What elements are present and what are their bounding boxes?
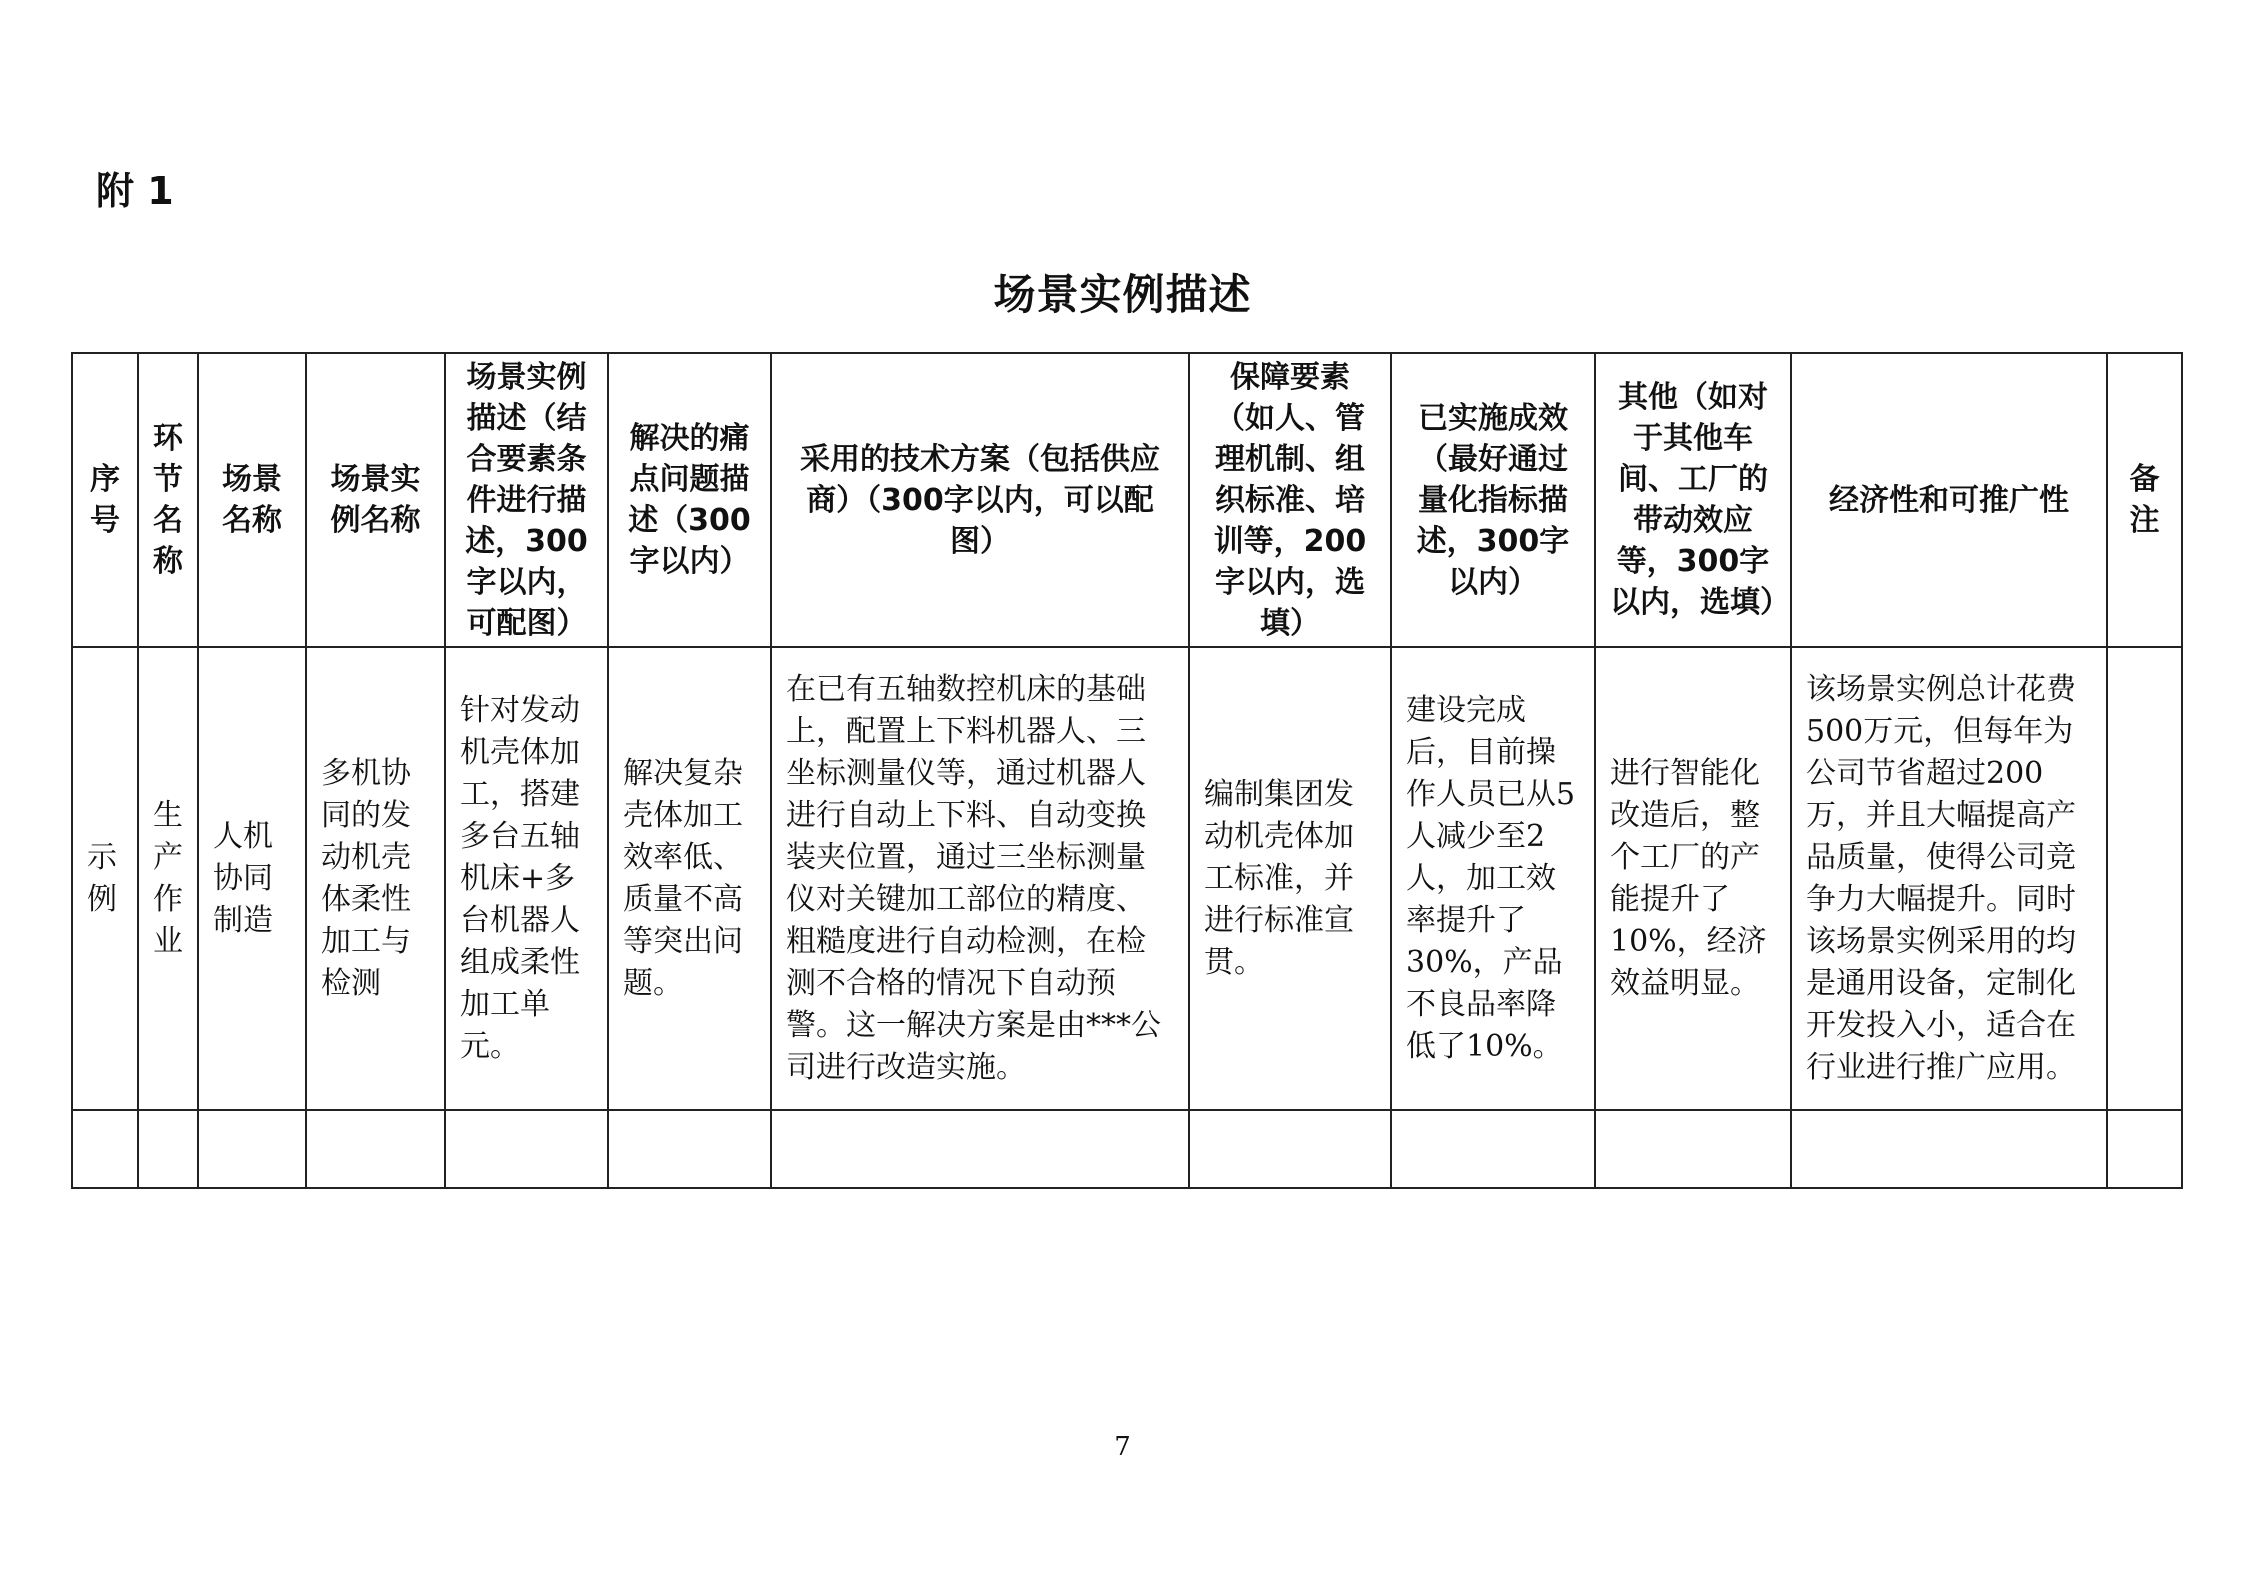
- cell-support-factors: 编制集团发动机壳体加工标准，并进行标准宣贯。: [1189, 647, 1391, 1110]
- header-technical-solution: 采用的技术方案（包括供应商）（300字以内，可以配图）: [771, 353, 1189, 647]
- header-scene-instance-description: 场景实例描述（结合要素条件进行描述，300字以内，可配图）: [445, 353, 608, 647]
- cell-scene-name: 人机协同制造: [198, 647, 306, 1110]
- empty-cell: [445, 1110, 608, 1188]
- header-implementation-results: 已实施成效（最好通过量化指标描述，300字以内）: [1391, 353, 1595, 647]
- empty-cell: [138, 1110, 198, 1188]
- empty-cell: [1791, 1110, 2107, 1188]
- header-support-factors: 保障要素（如人、管理机制、组织标准、培训等，200字以内，选填）: [1189, 353, 1391, 647]
- empty-cell: [1391, 1110, 1595, 1188]
- header-other-effects: 其他（如对于其他车间、工厂的带动效应等，300字以内，选填）: [1595, 353, 1791, 647]
- empty-cell: [1189, 1110, 1391, 1188]
- table-row-empty: [72, 1110, 2182, 1188]
- header-stage-name: 环节名称: [138, 353, 198, 647]
- header-remarks: 备注: [2107, 353, 2182, 647]
- header-serial-number: 序号: [72, 353, 138, 647]
- cell-serial-number: 示例: [72, 647, 138, 1110]
- empty-cell: [198, 1110, 306, 1188]
- empty-cell: [306, 1110, 445, 1188]
- cell-remarks: [2107, 647, 2182, 1110]
- header-economics-promotion: 经济性和可推广性: [1791, 353, 2107, 647]
- cell-pain-point-description: 解决复杂壳体加工效率低、质量不高等突出问题。: [608, 647, 771, 1110]
- table-header-row: [72, 353, 2182, 647]
- page-number: 7: [1114, 1432, 1131, 1462]
- empty-cell: [771, 1110, 1189, 1188]
- cell-scene-instance-name: 多机协同的发动机壳体柔性加工与检测: [306, 647, 445, 1110]
- header-pain-point-description: 解决的痛点问题描述（300字以内）: [608, 353, 771, 647]
- cell-stage-name: 生产作业: [138, 647, 198, 1110]
- table-row-example: [72, 647, 2182, 1110]
- header-scene-name: 场景名称: [198, 353, 306, 647]
- cell-implementation-results: 建设完成后，目前操作人员已从5人减少至2人，加工效率提升了30%，产品不良品率降低了10%。: [1391, 647, 1595, 1110]
- header-scene-instance-name: 场景实例名称: [306, 353, 445, 647]
- cell-other-effects: 进行智能化改造后，整个工厂的产能提升了10%，经济效益明显。: [1595, 647, 1791, 1110]
- empty-cell: [608, 1110, 771, 1188]
- scene-description-table: [71, 352, 2183, 1189]
- empty-cell: [2107, 1110, 2182, 1188]
- empty-cell: [1595, 1110, 1791, 1188]
- document-title: 场景实例描述: [993, 270, 1252, 319]
- attachment-label: 附 1: [96, 169, 174, 213]
- cell-scene-instance-description: 针对发动机壳体加工，搭建多台五轴机床+多台机器人组成柔性加工单元。: [445, 647, 608, 1110]
- cell-economics-promotion: 该场景实例总计花费500万元，但每年为公司节省超过200万，并且大幅提高产品质量，使得公司竞争力大幅提升。同时该场景实例采用的均是通用设备，定制化开发投入小，适合在行业进行推广应用。: [1791, 647, 2107, 1110]
- cell-technical-solution: 在已有五轴数控机床的基础上，配置上下料机器人、三坐标测量仪等，通过机器人进行自动上下料、自动变换装夹位置，通过三坐标测量仪对关键加工部位的精度、粗糙度进行自动检测，在检测不合格的情况下自动预警。这一解决方案是由***公司进行改造实施。: [771, 647, 1189, 1110]
- empty-cell: [72, 1110, 138, 1188]
